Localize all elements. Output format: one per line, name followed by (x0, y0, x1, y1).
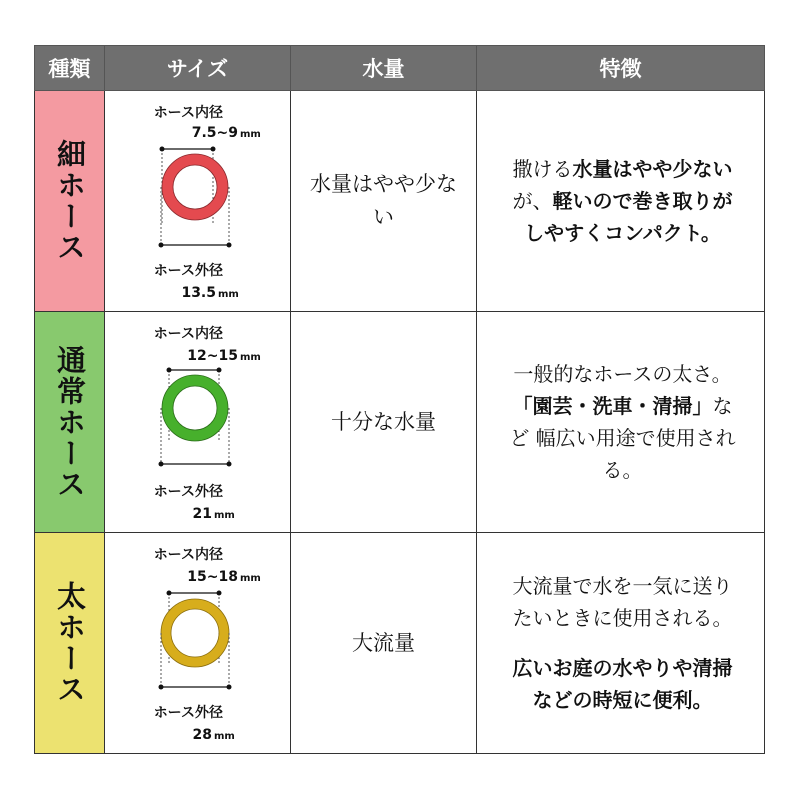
unit-label: mm (214, 731, 235, 742)
inner-diameter-label: ホース内径 (153, 326, 223, 342)
feature-text-bold: 広いお庭の水やりや清掃 (512, 656, 733, 680)
hose-type-cell (35, 91, 105, 312)
hose-comparison-table (34, 45, 765, 754)
hose-type-label: 太ホース (53, 581, 87, 705)
feature-text: な (712, 394, 733, 418)
hose-cross-section-icon (168, 381, 223, 436)
table-row (35, 312, 765, 533)
unit-label: mm (240, 573, 261, 584)
outer-diameter-label: ホース外径 (153, 705, 223, 721)
volume-cell (291, 91, 477, 312)
hose-cross-section-icon (168, 160, 223, 215)
size-cell (105, 91, 291, 312)
features-cell (477, 533, 765, 754)
inner-diameter-value: 15~18 (187, 569, 238, 585)
inner-diameter-label: ホース内径 (153, 547, 223, 563)
unit-label: mm (214, 510, 235, 521)
header-features: 特徴 (477, 46, 765, 91)
feature-text-bold: 「園芸・洗車・清掃」 (512, 394, 713, 418)
header-size: サイズ (105, 46, 291, 91)
inner-diameter-label: ホース内径 (153, 105, 223, 121)
feature-text-bold: 水量はやや少ない (572, 157, 733, 181)
feature-text: る。 (602, 458, 643, 482)
outer-diameter-value: 28 (192, 727, 212, 743)
hose-size-diagram (105, 533, 291, 753)
unit-label: mm (218, 289, 239, 300)
table-row (35, 91, 765, 312)
volume-cell (291, 312, 477, 533)
hose-type-label: 細ホース (53, 139, 87, 263)
hose-type-cell (35, 312, 105, 533)
hose-size-diagram (105, 91, 291, 311)
volume-text: 大流量 (352, 630, 415, 655)
feature-text: たいときに使用される。 (512, 606, 733, 630)
volume-cell (291, 533, 477, 754)
feature-text: 一般的なホースの太さ。 (513, 362, 732, 386)
feature-text: 撒ける (512, 157, 573, 181)
inner-diameter-value: 7.5~9 (191, 125, 238, 141)
hose-size-diagram (105, 312, 291, 532)
volume-text: 十分な水量 (331, 409, 436, 434)
volume-text: 水量はやや少ない (310, 172, 457, 229)
header-type: 種類 (35, 46, 105, 91)
inner-diameter-value: 12~15 (187, 348, 238, 364)
outer-diameter-value: 21 (192, 506, 212, 522)
features-cell (477, 312, 765, 533)
feature-text: ど 幅広い用途で使用され (509, 426, 736, 450)
size-cell (105, 312, 291, 533)
feature-text-bold: しやすくコンパクト。 (524, 221, 721, 245)
header-row (35, 46, 765, 91)
unit-label: mm (240, 129, 261, 140)
hose-type-cell (35, 533, 105, 754)
outer-diameter-label: ホース外径 (153, 263, 223, 279)
features-cell (477, 91, 765, 312)
unit-label: mm (240, 352, 261, 363)
size-cell (105, 533, 291, 754)
outer-diameter-label: ホース外径 (153, 484, 223, 500)
feature-text-bold: 軽いので巻き取りが (552, 189, 733, 213)
feature-text-bold: などの時短に便利。 (532, 688, 713, 712)
feature-text: が、 (512, 189, 553, 213)
feature-text: 大流量で水を一気に送り (512, 574, 733, 598)
header-volume: 水量 (291, 46, 477, 91)
hose-cross-section-icon (166, 604, 224, 662)
table-row (35, 533, 765, 754)
hose-type-label: 通常ホース (53, 344, 87, 500)
outer-diameter-value: 13.5 (181, 285, 216, 301)
